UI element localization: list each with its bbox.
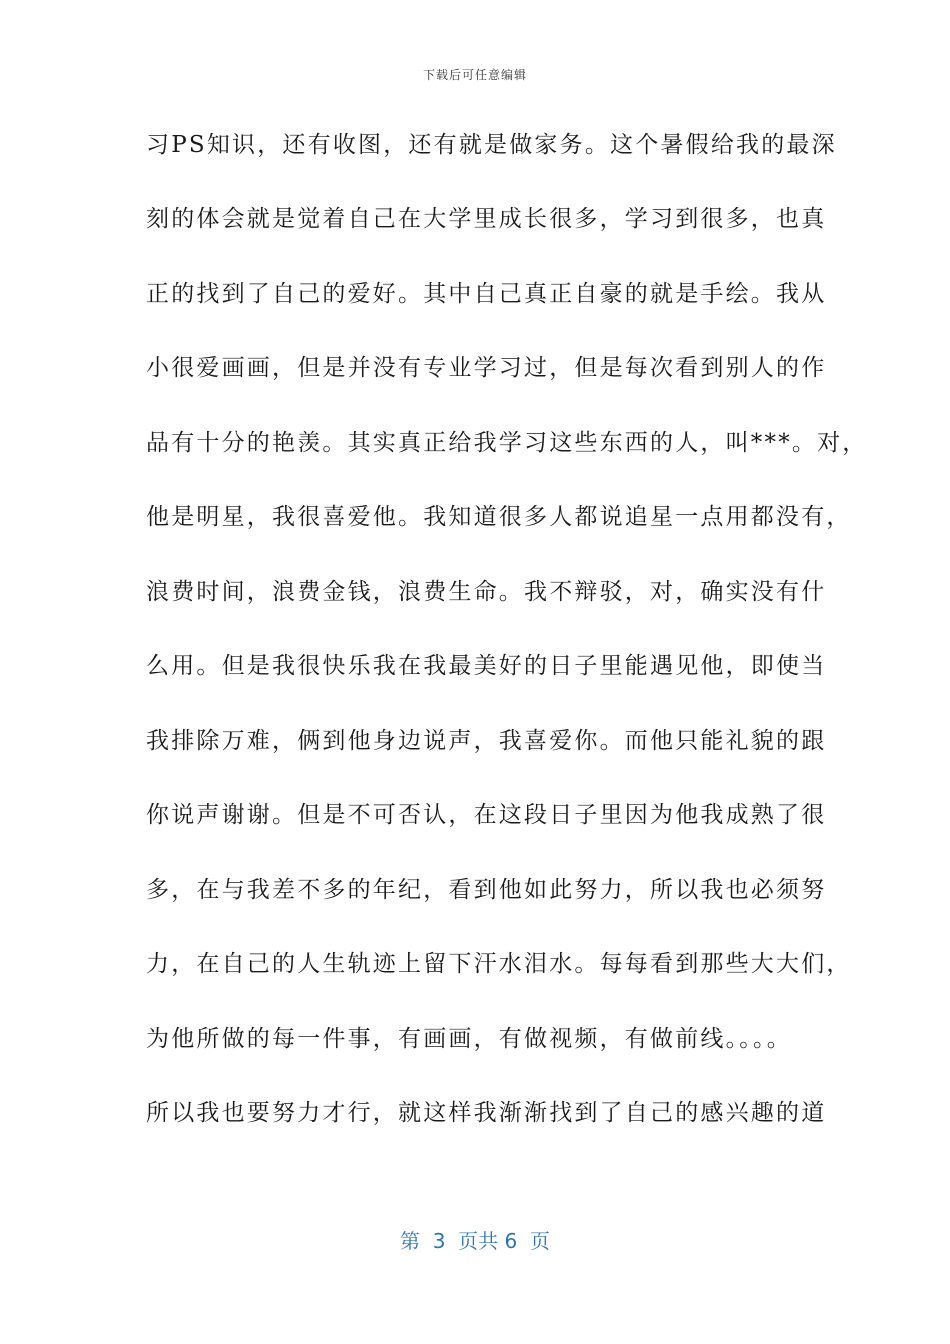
- body-line: 正的找到了自己的爱好。其中自己真正自豪的就是手绘。我从: [146, 281, 827, 307]
- body-line: 习PS知识，还有收图，还有就是做家务。这个暑假给我的最深: [146, 132, 837, 158]
- body-line: 品有十分的艳羡。其实真正给我学习这些东西的人，叫***。对，: [146, 430, 868, 456]
- body-line: 小很爱画画，但是并没有专业学习过，但是每次看到别人的作: [146, 355, 827, 381]
- body-line: 我排除万难，俩到他身边说声，我喜爱你。而他只能礼貌的跟: [146, 728, 827, 754]
- body-line: 浪费时间，浪费金钱，浪费生命。我不辩驳，对，确实没有什: [146, 579, 827, 605]
- body-line: 多，在与我差不多的年纪，看到他如此努力，所以我也必须努: [146, 877, 827, 903]
- body-line: 所以我也要努力才行，就这样我渐渐找到了自己的感兴趣的道: [146, 1100, 827, 1126]
- page-number-footer: 第 3 页共 6 页: [400, 1229, 550, 1253]
- page-header: 下载后可任意编辑: [422, 68, 527, 82]
- body-line: 他是明星，我很喜爱他。我知道很多人都说追星一点用都没有，: [146, 504, 852, 530]
- body-line: 力，在自己的人生轨迹上留下汗水泪水。每每看到那些大大们，: [146, 951, 852, 977]
- body-line: 为他所做的每一件事，有画画，有做视频，有做前线。。。。: [146, 1026, 792, 1052]
- body-line: 刻的体会就是觉着自己在大学里成长很多，学习到很多，也真: [146, 206, 827, 232]
- body-line: 么用。但是我很快乐我在我最美好的日子里能遇见他，即使当: [146, 653, 827, 679]
- body-line: 你说声谢谢。但是不可否认，在这段日子里因为他我成熟了很: [146, 802, 827, 828]
